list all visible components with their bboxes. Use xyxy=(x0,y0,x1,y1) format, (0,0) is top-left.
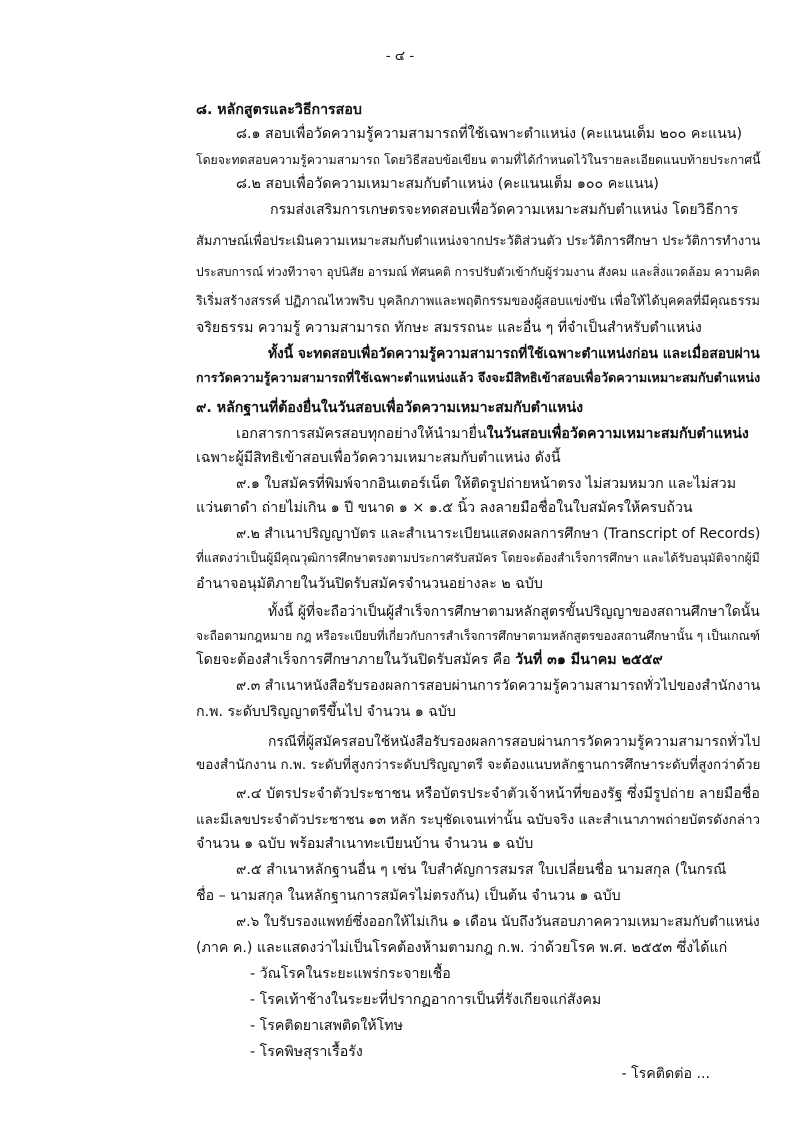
paragraph-line: เฉพาะผู้มีสิทธิเข้าสอบเพื่อวัดความเหมาะสมกับตำแหน่ง ดังนี้ xyxy=(196,450,561,466)
section-8-heading: ๘. หลักสูตรและวิธีการสอบ xyxy=(196,102,362,118)
deadline-date: วันที่ ๓๑ มีนาคม ๒๕๕๙ xyxy=(515,652,663,668)
docs-text: เอกสารการสมัครสอบทุกอย่างให้นำมายื่น xyxy=(236,426,487,442)
paragraph-line: ชื่อ – นามสกุล ในหลักฐานการสมัครไม่ตรงกัน) เป็นต้น จำนวน ๑ ฉบับ xyxy=(196,888,621,904)
paragraph-line: ที่แสดงว่าเป็นผู้มีคุณวุฒิการศึกษาตรงตามประกาศรับสมัคร โดยจะต้องสำเร็จการศึกษา และได้รับอนุมัติจากผู้มี xyxy=(196,551,760,565)
paragraph-line: ของสำนักงาน ก.พ. ระดับที่สูงกว่าระดับปริญญาตรี จะต้องแนบหลักฐานการศึกษาระดับที่สูงกว่าด้วย xyxy=(196,758,761,773)
paragraph-line xyxy=(196,650,663,670)
paragraph-line: อำนาจอนุมัติภายในวันปิดรับสมัครจำนวนอย่างละ ๒ ฉบับ xyxy=(196,576,543,592)
paragraph-line: ๙.๕ สำเนาหลักฐานอื่น ๆ เช่น ใบสำคัญการสมรส ใบเปลี่ยนชื่อ นามสกุล (ในกรณี xyxy=(236,862,727,878)
list-item: - วัณโรคในระยะแพร่กระจายเชื้อ xyxy=(250,966,451,982)
docs-emphasis: ในวันสอบเพื่อวัดความเหมาะสมกับตำแหน่ง xyxy=(486,426,749,442)
paragraph-line: กรมส่งเสริมการเกษตรจะทดสอบเพื่อวัดความเหมาะสมกับตำแหน่ง โดยวิธีการ xyxy=(270,202,739,218)
paragraph-line: ๙.๔ บัตรประจำตัวประชาชน หรือบัตรประจำตัวเจ้าหน้าที่ของรัฐ ซึ่งมีรูปถ่าย ลายมือชื่อ xyxy=(236,786,760,802)
paragraph-line: และมีเลขประจำตัวประชาชน ๑๓ หลัก ระบุชัดเจนเท่านั้น ฉบับจริง และสำเนาภาพถ่ายบัตรดังกล่าว xyxy=(196,812,761,828)
paragraph-line: จะถือตามกฎหมาย กฎ หรือระเบียบที่เกี่ยวกับการสำเร็จการศึกษาตามหลักสูตรของสถานศึกษานั้น ๆ เป็นเกณฑ์ xyxy=(196,629,760,643)
section-9-heading: ๙. หลักฐานที่ต้องยื่นในวันสอบเพื่อวัดความเหมาะสมกับตำแหน่ง xyxy=(196,400,584,416)
paragraph-line: ประสบการณ์ ท่วงทีวาจา อุปนิสัย อารมณ์ ทัศนคติ การปรับตัวเข้ากับผู้ร่วมงาน สังคม และสิ่งแวดล้อม ความคิด xyxy=(196,265,760,279)
list-item: - โรคเท้าช้างในระยะที่ปรากฏอาการเป็นที่รังเกียจแก่สังคม xyxy=(250,992,602,1008)
paragraph-line xyxy=(236,424,749,444)
paragraph-line: ๘.๒ สอบเพื่อวัดความเหมาะสมกับตำแหน่ง (คะแนนเต็ม ๑๐๐ คะแนน) xyxy=(236,176,659,192)
paragraph-line: ๙.๑ ใบสมัครที่พิมพ์จากอินเตอร์เน็ต ให้ติดรูปถ่ายหน้าตรง ไม่สวมหมวก และไม่สวม xyxy=(236,476,737,492)
paragraph-line: ๙.๓ สำเนาหนังสือรับรองผลการสอบผ่านการวัดความรู้ความสามารถทั่วไปของสำนักงาน xyxy=(236,678,761,694)
paragraph-line: จำนวน ๑ ฉบับ พร้อมสำเนาทะเบียนบ้าน จำนวน ๑ ฉบับ xyxy=(196,836,534,852)
paragraph-line: ทั้งนี้ ผู้ที่จะถือว่าเป็นผู้สำเร็จการศึกษาตามหลักสูตรขั้นปริญญาของสถานศึกษาใดนั้น xyxy=(268,604,760,620)
paragraph-line: ๙.๒ สำเนาปริญญาบัตร และสำเนาระเบียนแสดงผลการศึกษา (Transcript of Records) xyxy=(236,526,761,542)
paragraph-line: โดยจะทดสอบความรู้ความสามารถ โดยวิธีสอบข้อเขียน ตามที่ได้กำหนดไว้ในรายละเอียดแนบท้ายประกาศนี้ xyxy=(196,153,761,167)
paragraph-line: ริเริ่มสร้างสรรค์ ปฏิภาณไหวพริบ บุคลิกภาพและพฤติกรรมของผู้สอบแข่งขัน เพื่อให้ได้บุคคลที่มีคุณธรรม xyxy=(196,294,760,309)
bold-note-line: การวัดความรู้ความสามารถที่ใช้เฉพาะตำแหน่งแล้ว จึงจะมีสิทธิเข้าสอบเพื่อวัดความเหมาะสมกับตำแหน่ง xyxy=(196,370,761,385)
paragraph-line: (ภาค ค.) และแสดงว่าไม่เป็นโรคต้องห้ามตามกฎ ก.พ. ว่าด้วยโรค พ.ศ. ๒๕๕๓ ซึ่งได้แก่ xyxy=(196,940,728,956)
paragraph-line: กรณีที่ผู้สมัครสอบใช้หนังสือรับรองผลการสอบผ่านการวัดความรู้ความสามารถทั่วไป xyxy=(268,734,761,750)
paragraph-line: ๙.๖ ใบรับรองแพทย์ซึ่งออกให้ไม่เกิน ๑ เดือน นับถึงวันสอบภาคความเหมาะสมกับตำแหน่ง xyxy=(236,914,760,930)
paragraph-line: ก.พ. ระดับปริญญาตรีขึ้นไป จำนวน ๑ ฉบับ xyxy=(196,704,456,720)
paragraph-line: จริยธรรม ความรู้ ความสามารถ ทักษะ สมรรถนะ และอื่น ๆ ที่จำเป็นสำหรับตำแหน่ง xyxy=(196,320,702,336)
paragraph-line: สัมภาษณ์เพื่อประเมินความเหมาะสมกับตำแหน่งจากประวัติส่วนตัว ประวัติการศึกษา ประวัติการทำงาน xyxy=(196,234,761,249)
bold-note-line: ทั้งนี้ จะทดสอบเพื่อวัดความรู้ความสามารถที่ใช้เฉพาะตำแหน่งก่อน และเมื่อสอบผ่าน xyxy=(268,346,760,362)
paragraph-line: ๘.๑ สอบเพื่อวัดความรู้ความสามารถที่ใช้เฉพาะตำแหน่ง (คะแนนเต็ม ๒๐๐ คะแนน) xyxy=(236,126,743,142)
paragraph-line: แว่นตาดำ ถ่ายไม่เกิน ๑ ปี ขนาด ๑ × ๑.๕ นิ้ว ลงลายมือชื่อในใบสมัครให้ครบถ้วน xyxy=(196,500,693,516)
list-item: - โรคติดยาเสพติดให้โทษ xyxy=(250,1018,403,1034)
list-item: - โรคพิษสุราเรื้อรัง xyxy=(250,1044,363,1060)
deadline-text: โดยจะต้องสำเร็จการศึกษาภายในวันปิดรับสมัคร คือ xyxy=(196,652,516,668)
continuation-note: - โรคติดต่อ ... xyxy=(621,1066,710,1082)
page-number: - ๔ - xyxy=(385,48,415,64)
